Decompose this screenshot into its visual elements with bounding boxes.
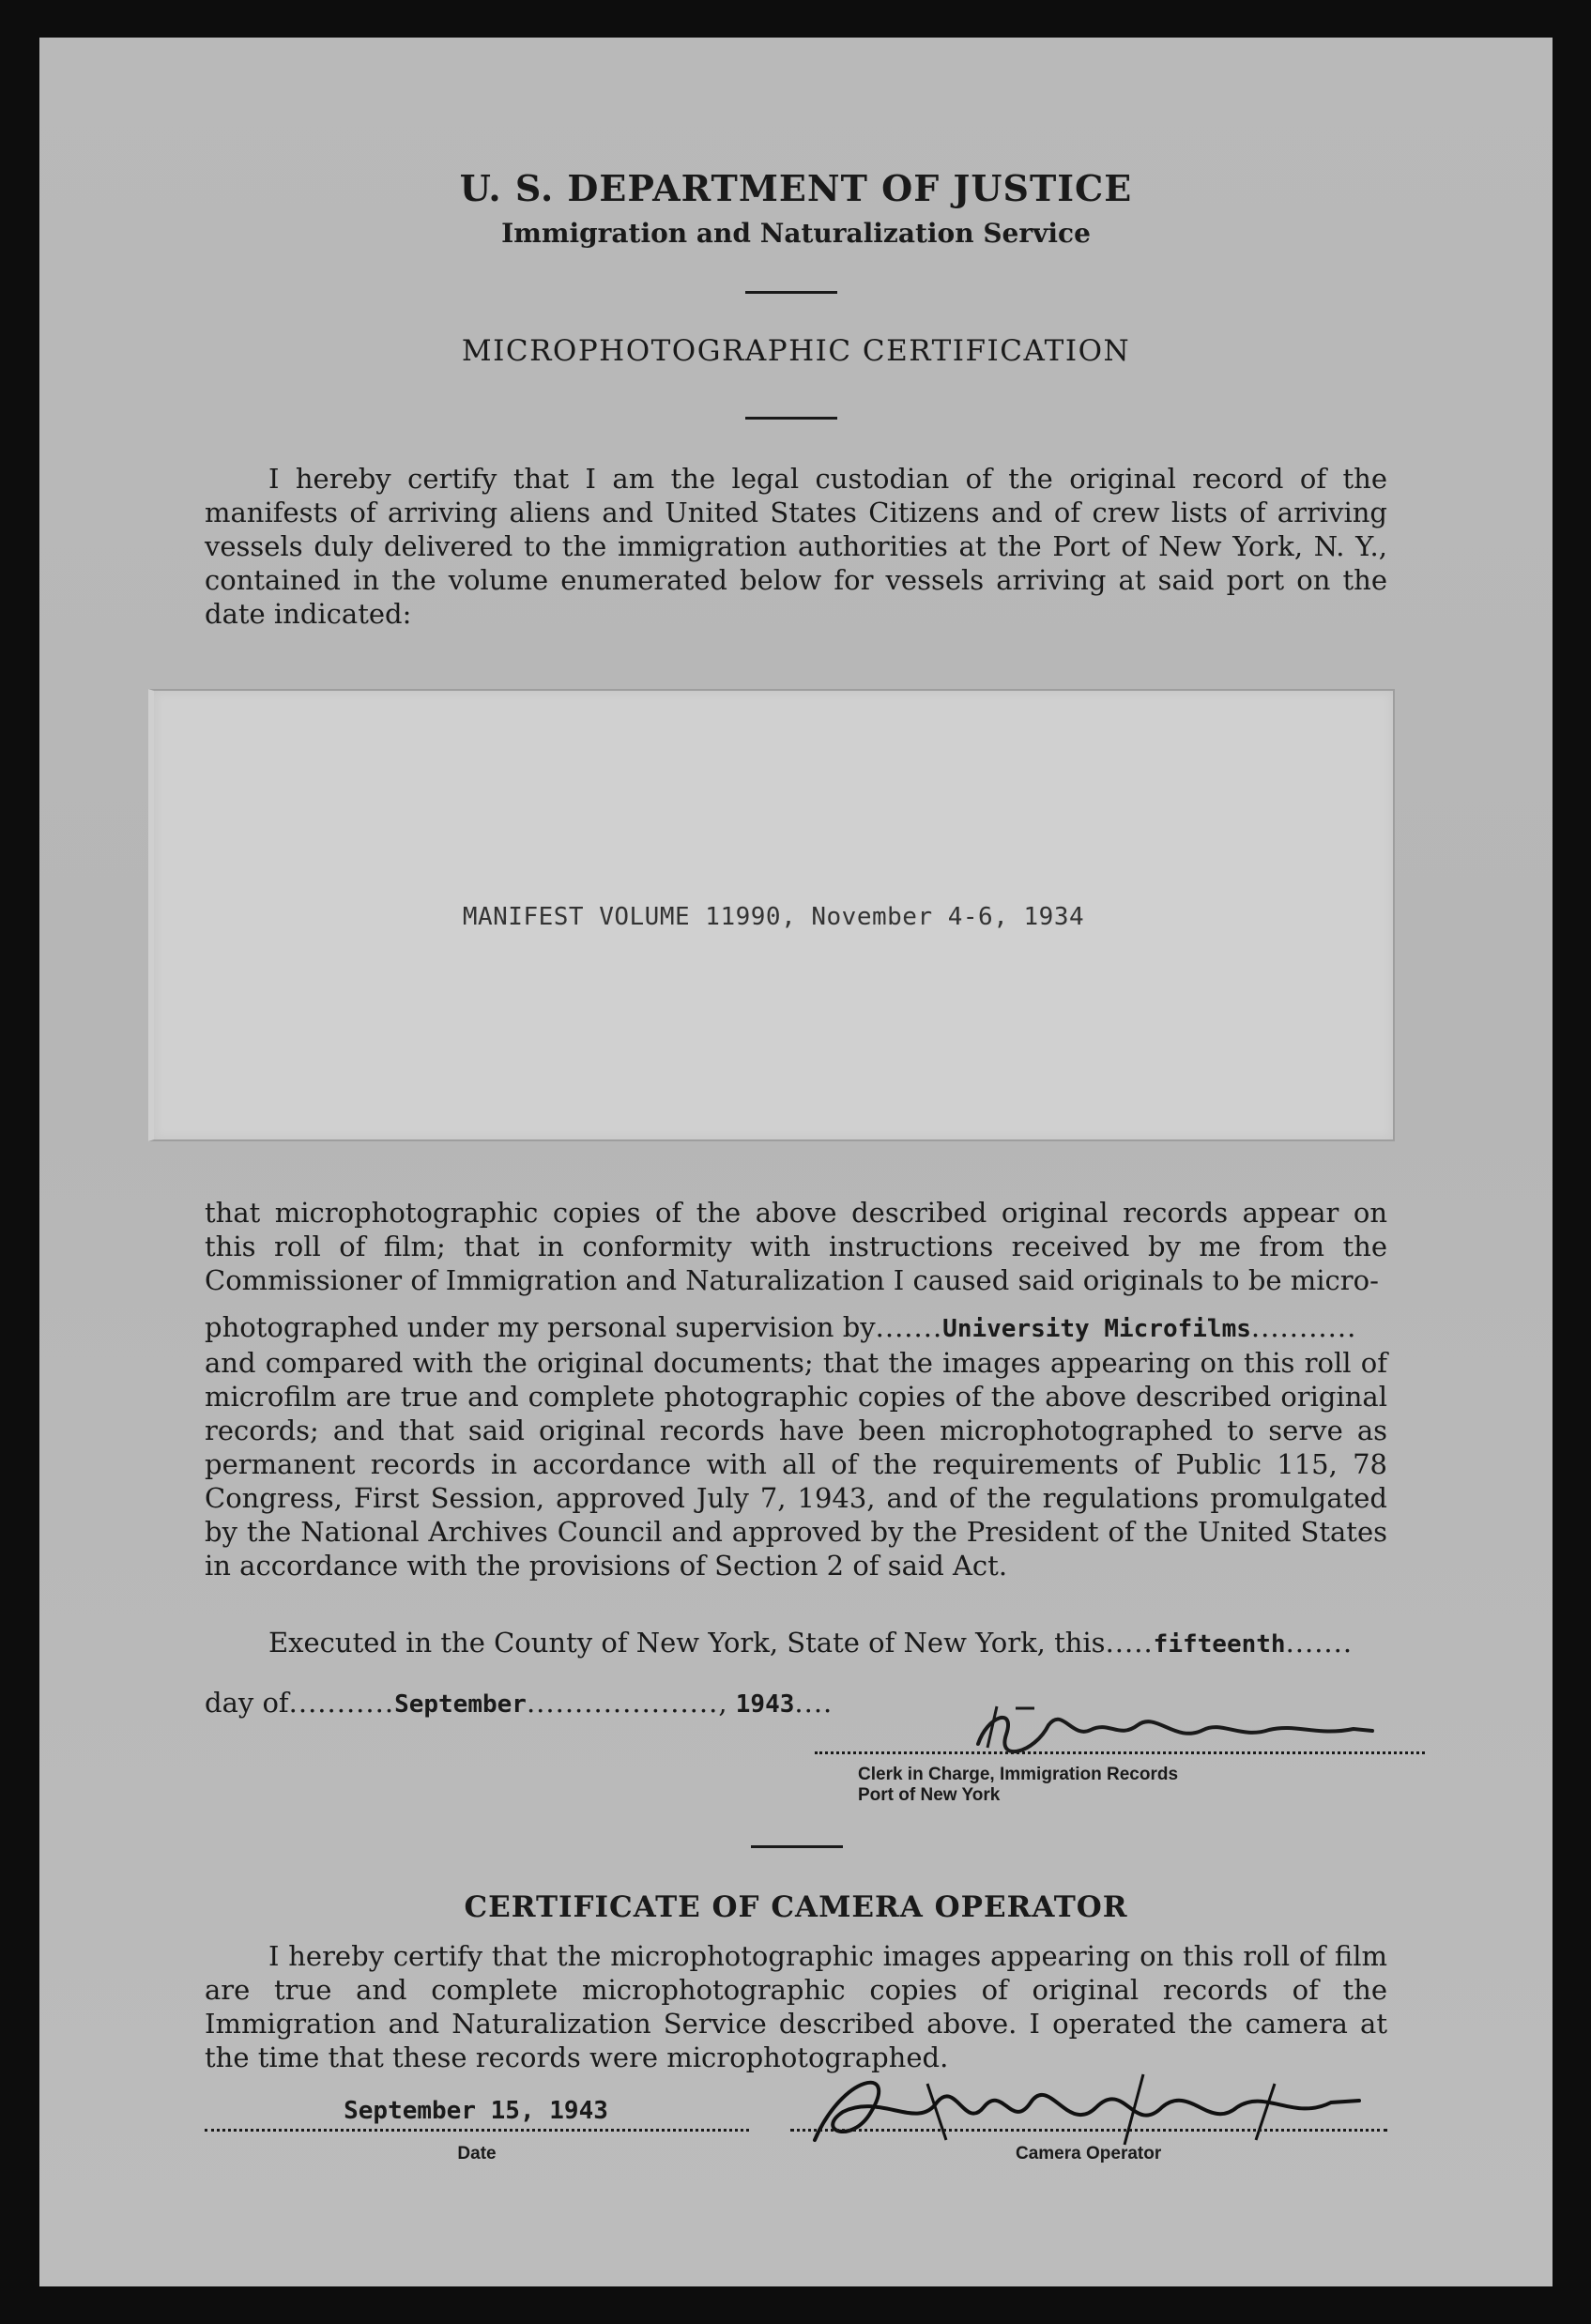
certification-title: MICROPHOTOGRAPHIC CERTIFICATION xyxy=(461,334,1131,368)
divider-rule xyxy=(745,417,837,420)
volume-card xyxy=(148,689,1395,1141)
certificate-page xyxy=(39,38,1553,2286)
executed-day: fifteenth xyxy=(1153,1630,1286,1659)
body-text-2: and compared with the original documents; that the images appearing on this roll of microfilm are true and complete photographic copies of the above described original records; and that said original records have been microphotographed to serve as permanent records in accordance with all of the requirements of Public 115, 78 Congress, First Session, approved July 7, 1943, and of the regulations promulgated by the National Archives Council and approved by the President of the United States in accordance with the provisions of Section 2 of said Act. xyxy=(205,1347,1387,1582)
divider-rule xyxy=(745,291,837,294)
clerk-title-line1: Clerk in Charge, Immigration Records xyxy=(858,1765,1179,1784)
clerk-title-line2: Port of New York xyxy=(858,1785,1001,1805)
year: 1943 xyxy=(735,1690,795,1719)
date-label: Date xyxy=(457,2144,497,2163)
intro-text: I hereby certify that I am the legal custodian of the original record of the manifests of arriving aliens and United States Citizens and of crew lists of arriving vessels duly delivered to the immigration authorities at the Port of New York, N. Y., contained in the volume enumerated below for vessels arriving at said port on the date indicated: xyxy=(205,463,1387,630)
day-of-prefix: day of xyxy=(205,1687,289,1719)
service-subtitle: Immigration and Naturalization Service xyxy=(501,218,1091,249)
clerk-title xyxy=(858,1765,1327,1806)
operator-paragraph xyxy=(205,1939,1387,2074)
intro-paragraph xyxy=(205,462,1387,631)
body-paragraph-2 xyxy=(205,1346,1387,1582)
photographer-prefix: photographed under my personal supervision by xyxy=(205,1311,876,1343)
day-of-line: day of...........September...................., 1943.... xyxy=(205,1687,834,1719)
photographer-line: photographed under my personal supervision by.......University Microfilms........... xyxy=(205,1311,1357,1343)
body-paragraph-1 xyxy=(205,1196,1387,1297)
operator-date: September 15, 1943 xyxy=(344,2097,608,2125)
body-text-1: that microphotographic copies of the above described original records appear on this roll of film; that in conformity with instructions received by me from the Commissioner of Immigration and Naturalization I caused said originals to be micro- xyxy=(205,1197,1387,1296)
clerk-signature-line xyxy=(815,1751,1425,1754)
date-line xyxy=(205,2129,749,2132)
executed-prefix: Executed in the County of New York, State of New York, this xyxy=(268,1627,1106,1659)
operator-signature-line xyxy=(790,2129,1387,2132)
operator-text: I hereby certify that the microphotographic images appearing on this roll of film are true and complete microphotographic copies of original records of the Immigration and Naturalization Service described above. I operated the camera at the time that these records were microphotographed. xyxy=(205,1940,1387,2073)
divider-rule xyxy=(751,1845,843,1848)
photographer-name: University Microfilms xyxy=(942,1315,1251,1343)
department-title: U. S. DEPARTMENT OF JUSTICE xyxy=(459,167,1133,209)
operator-label: Camera Operator xyxy=(1016,2144,1162,2163)
executed-line: Executed in the County of New York, State of New York, this.....fifteenth....... xyxy=(268,1627,1354,1659)
operator-certificate-title: CERTIFICATE OF CAMERA OPERATOR xyxy=(464,1890,1128,1924)
volume-text: MANIFEST VOLUME 11990, November 4-6, 1934 xyxy=(462,903,1085,931)
month: September xyxy=(394,1690,527,1719)
